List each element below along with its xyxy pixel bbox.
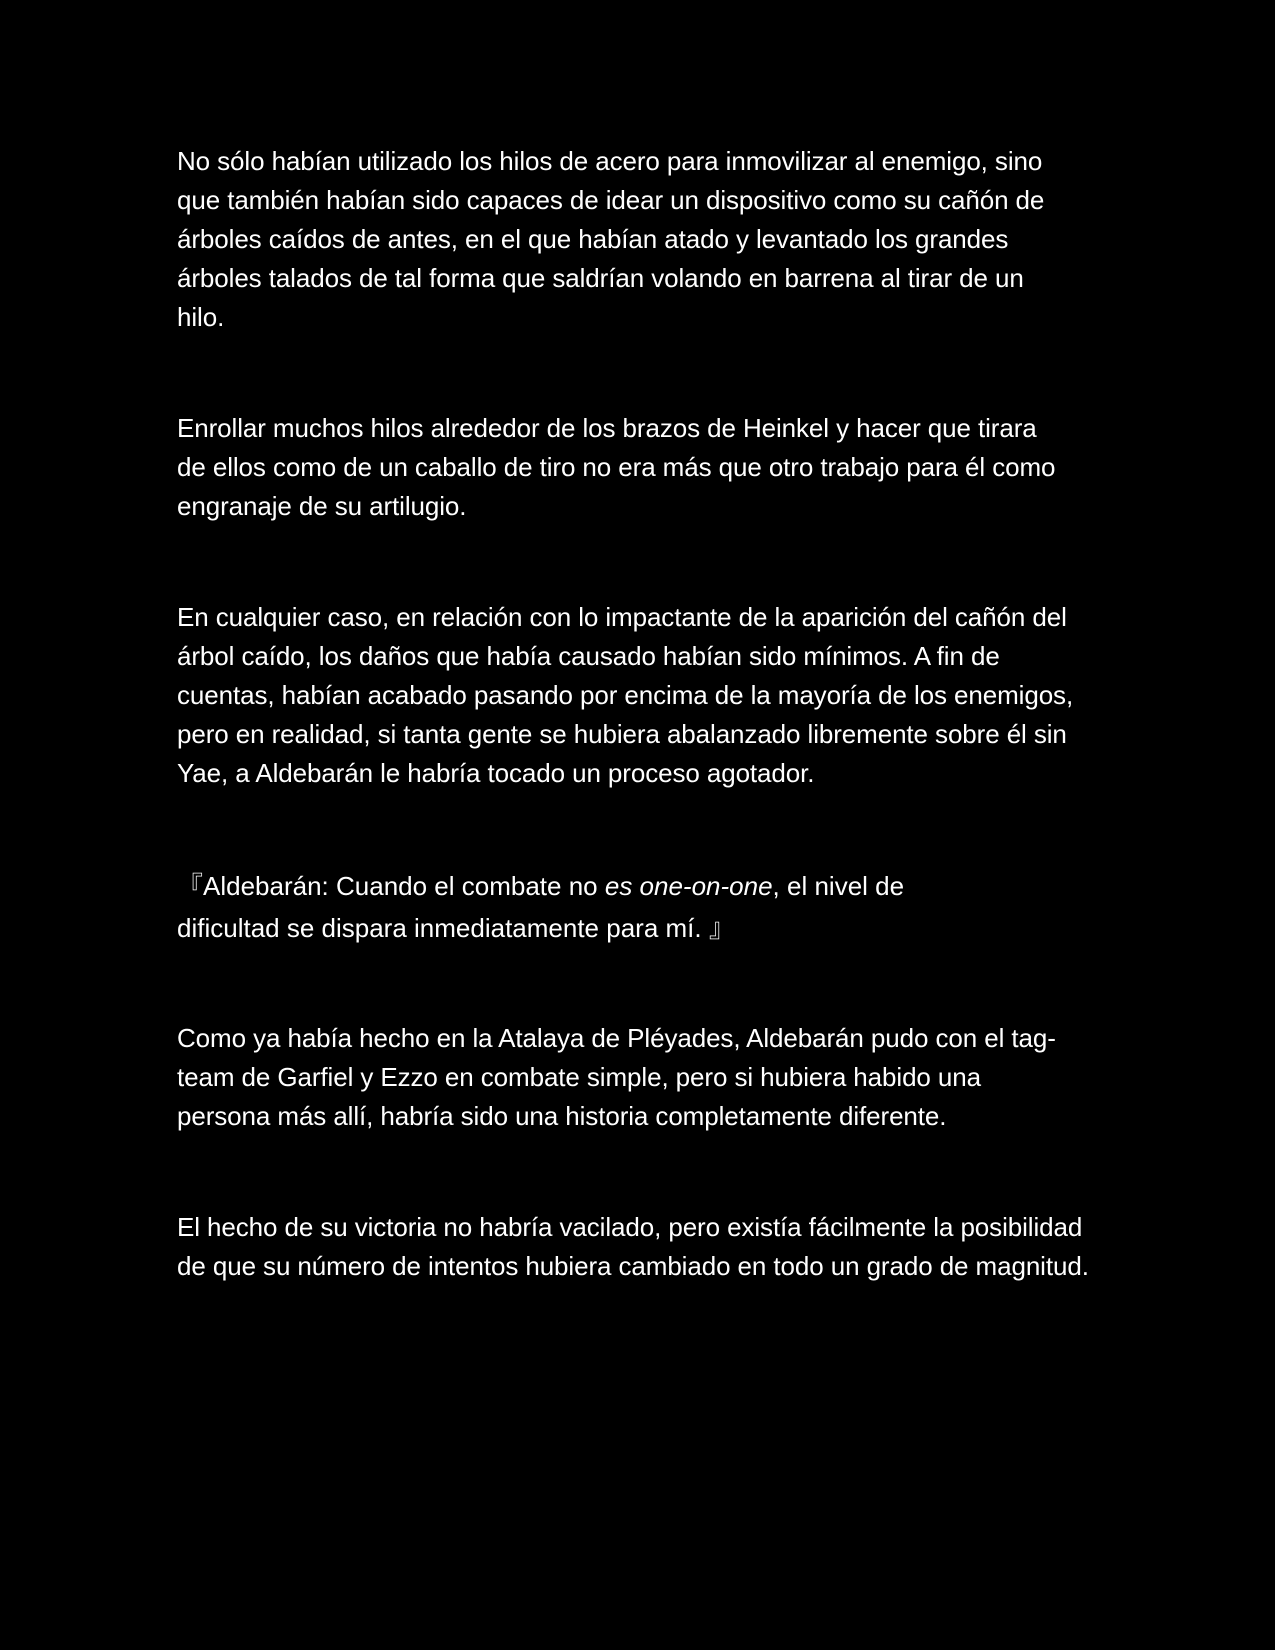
paragraph-3: En cualquier caso, en relación con lo impactante de la aparición del cañón del árbol caído, los daños que había causado habían sido mínimos. A fin de cuentas, habían acabado pasando por encima de la mayoría de los enemigos, pero en realidad, si tanta gente se hubiera abalanzado libremente sobre él sin Yae, a Aldebarán le habría tocado un proceso agotador. bbox=[177, 602, 1074, 788]
paragraph-spacer bbox=[177, 1136, 1117, 1208]
dialogue-text-end: , el nivel de dificultad se dispara inmediatamente para mí. bbox=[177, 871, 905, 943]
dialogue-line bbox=[177, 865, 997, 949]
dialogue-italic-text: es one-on-one bbox=[604, 871, 773, 901]
paragraph-2: Enrollar muchos hilos alrededor de los brazos de Heinkel y hacer que tirara de ellos como de un caballo de tiro no era más que otro trabajo para él como engranaje de su artilugio. bbox=[177, 413, 1056, 521]
paragraph-1: No sólo habían utilizado los hilos de acero para inmovilizar al enemigo, sino que también habían sido capaces de idear un dispositivo como su cañón de árboles caídos de antes, en el que habían atado y levantado los grandes árboles talados de tal forma que saldrían volando en barrena al tirar de un hilo. bbox=[177, 146, 1045, 332]
document-page bbox=[177, 142, 1117, 1286]
paragraph-5: El hecho de su victoria no habría vacilado, pero existía fácilmente la posibilidad de que su número de intentos hubiera cambiado en todo un grado de magnitud. bbox=[177, 1212, 1089, 1281]
paragraph-4: Como ya había hecho en la Atalaya de Pléyades, Aldebarán pudo con el tag-team de Garfiel y Ezzo en combate simple, pero si hubiera habido una persona más allí, habría sido una historia completamente diferente. bbox=[177, 1023, 1056, 1131]
paragraph-spacer bbox=[177, 337, 1117, 409]
paragraph-spacer bbox=[177, 526, 1117, 598]
paragraph-spacer bbox=[177, 949, 1117, 1019]
dialogue-close-bracket: 』 bbox=[708, 913, 735, 943]
dialogue-text-start: Aldebarán: Cuando el combate no bbox=[203, 871, 605, 901]
dialogue-open-bracket: 『 bbox=[177, 871, 204, 901]
paragraph-spacer bbox=[177, 793, 1117, 865]
